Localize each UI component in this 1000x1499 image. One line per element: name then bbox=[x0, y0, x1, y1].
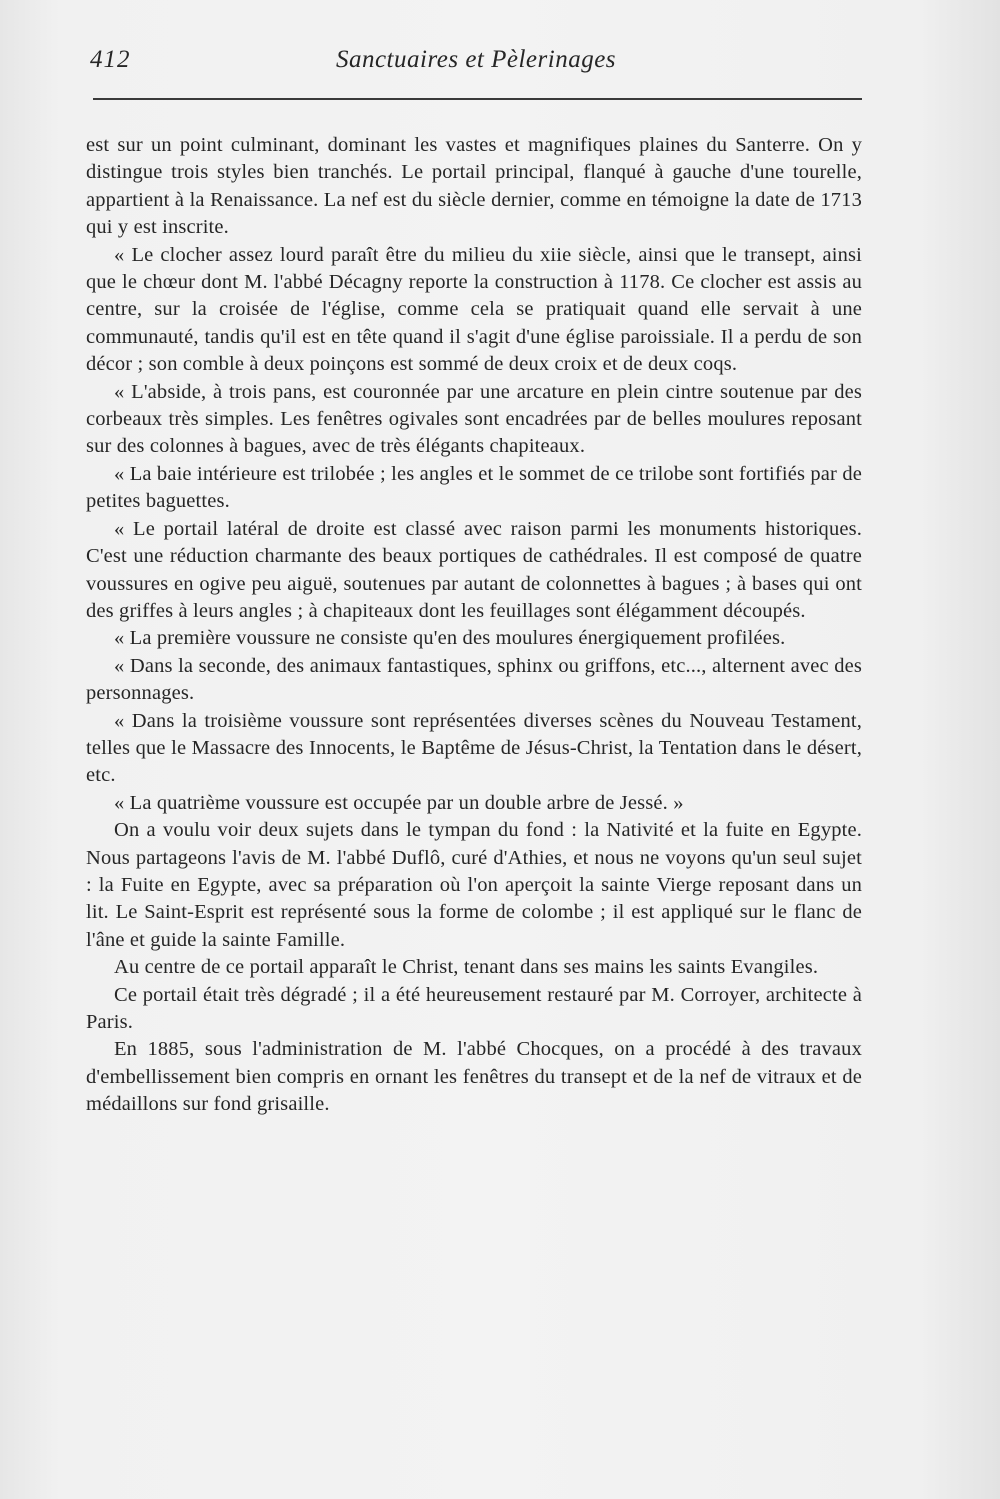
paragraph-seconde-voussure: « Dans la seconde, des animaux fantastiques, sphinx ou griffons, etc..., alternent avec des personnages. bbox=[86, 654, 862, 705]
paragraph-continuation: est sur un point culminant, dominant les vastes et magnifiques plaines du Santerre. On y distingue trois styles bien tranchés. Le portail principal, flanqué à gauche d'une tourelle, appartient à la Renaissance. La nef est du siècle dernier, comme en témoigne la date de 1713 qui y est inscrite. bbox=[86, 134, 862, 239]
paragraph-restauration: Ce portail était très dégradé ; il a été heureusement restauré par M. Corroyer, architecte à Paris. bbox=[86, 983, 862, 1033]
paragraph-vitraux: En 1885, sous l'administration de M. l'abbé Chocques, on a procédé à des travaux d'embellissement bien compris en ornant les fenêtres du transept et de la nef de vitraux et de médaillons sur fond grisaille. bbox=[86, 1038, 862, 1116]
running-title: Sanctuaires et Pèlerinages bbox=[335, 46, 617, 73]
paragraph-clocher: « Le clocher assez lourd paraît être du milieu du xiie siècle, ainsi que le transept, ainsi que le chœur dont M. l'abbé Décagny reporte la construction à 1178. Ce clocher est assis au centre, sur la croisée de l'église, comme cela se pratiquait quand elle servait à une communauté, tandis qu'il est en tête quand il s'agit d'une église paroissiale. Il a perdu de son décor ; son comble à deux poinçons est sommé de deux croix et de deux coqs. bbox=[86, 243, 862, 376]
paragraph-christ: Au centre de ce portail apparaît le Christ, tenant dans ses mains les saints Evangiles. bbox=[114, 956, 819, 979]
body-text bbox=[86, 132, 862, 1119]
paragraph-abside: « L'abside, à trois pans, est couronnée par une arcature en plein cintre soutenue par des corbeaux très simples. Les fenêtres ogivales sont encadrées par de belles moulures reposant sur des colonnes à bagues, avec de très élégants chapiteaux. bbox=[86, 380, 862, 458]
paragraph-baie: « La baie intérieure est trilobée ; les angles et le sommet de ce trilobe sont fortifiés par de petites baguettes. bbox=[86, 462, 862, 513]
paragraph-tympan: On a voulu voir deux sujets dans le tympan du fond : la Nativité et la fuite en Egypte. Nous partageons l'avis de M. l'abbé Duflô, curé d'Athies, et nous ne voyons qu'un seul sujet : la Fuite en Egypte, avec sa préparation où l'on aperçoit la sainte Vierge reposant dans un lit. Le Saint-Esprit est représenté sous la forme de colombe ; il est appliqué sur le flanc de l'âne et guide la sainte Famille. bbox=[86, 819, 862, 951]
paragraph-portail-lateral: « Le portail latéral de droite est classé avec raison parmi les monuments historiques. C'est une réduction charmante des beaux portiques de cathédrales. Il est composé de quatre voussures en ogive peu aiguë, soutenues par autant de colonnettes à bagues ; à bases qui ont des griffes à leurs angles ; à chapiteaux dont les feuillages sont élégamment découpés. bbox=[86, 517, 862, 622]
page-header bbox=[90, 46, 862, 86]
paragraph-premiere-voussure: « La première voussure ne consiste qu'en des moulures énergiquement profilées. bbox=[114, 627, 786, 650]
paragraph-troisieme-voussure: « Dans la troisième voussure sont représentées diverses scènes du Nouveau Testament, telles que le Massacre des Innocents, le Baptême de Jésus-Christ, la Tentation dans le désert, etc. bbox=[86, 709, 862, 787]
header-rule bbox=[93, 98, 862, 100]
page-number: 412 bbox=[90, 46, 131, 73]
paragraph-quatrieme-voussure: « La quatrième voussure est occupée par un double arbre de Jessé. » bbox=[114, 791, 684, 814]
